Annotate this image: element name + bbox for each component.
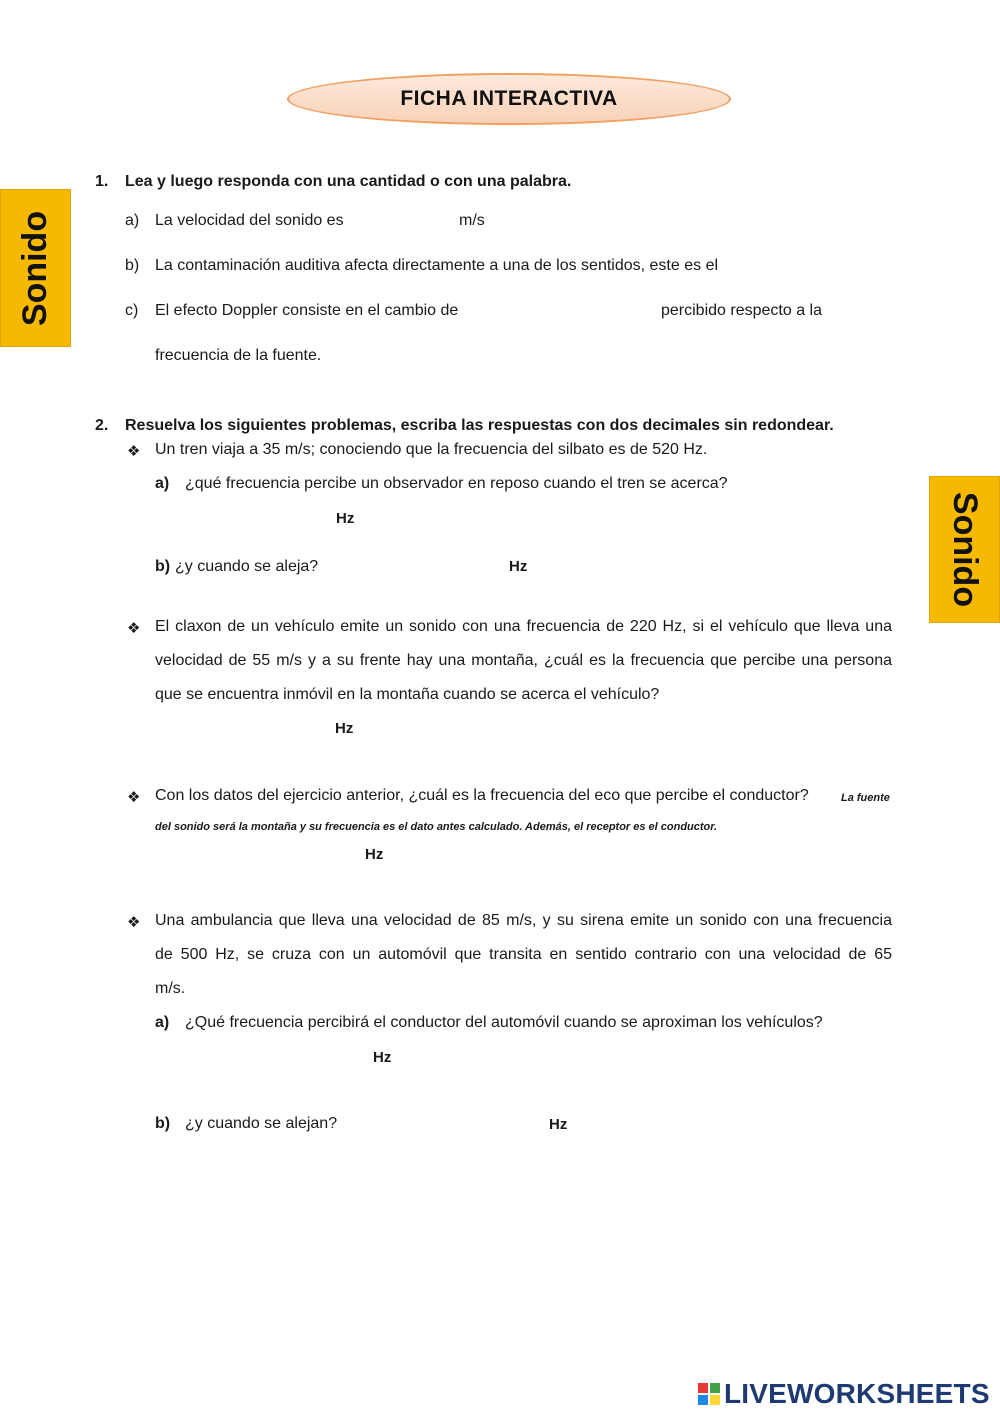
side-tab-right-label: Sonido [946, 491, 985, 608]
q1-heading: Lea y luego responda con una cantidad o con una palabra. [125, 173, 572, 190]
q1c-text-line2: frecuencia de la fuente. [155, 347, 322, 364]
q1a-answer-input[interactable] [354, 208, 458, 234]
liveworksheets-logo-icon [698, 1383, 720, 1405]
p2-line1: El claxon de un vehículo emite un sonido con una frecuencia de 220 Hz, si el vehículo que lleva una [155, 618, 892, 635]
p4b-letter: b) [155, 1115, 171, 1132]
p1a-unit: Hz [336, 510, 355, 527]
p2-line3: que se encuentra inmóvil en la montaña cuando se acerca el vehículo? [155, 686, 660, 703]
side-tab-left [0, 189, 71, 347]
p4a-text: ¿Qué frecuencia percibirá el conductor del automóvil cuando se aproximan los vehículos? [185, 1014, 823, 1031]
side-tab-right [929, 476, 1000, 623]
q1b-text: La contaminación auditiva afecta directamente a una de los sentidos, este es el [155, 257, 719, 274]
p1a-letter: a) [155, 475, 170, 492]
q2-number: 2. [95, 417, 109, 434]
p3-note-part1: La fuente [841, 792, 890, 804]
q1c-letter: c) [125, 302, 139, 319]
p1a-text: ¿qué frecuencia percibe un observador en reposo cuando el tren se acerca? [185, 475, 728, 492]
q1c-text-after: percibido respecto a la [661, 302, 822, 319]
p4b-unit: Hz [549, 1116, 568, 1133]
side-tab-left-label: Sonido [16, 210, 55, 326]
p3-note-part2: del sonido será la montaña y su frecuencia es el dato antes calculado. Además, el receptor es el conductor. [155, 821, 718, 833]
p3-unit: Hz [365, 846, 384, 863]
bullet-icon: ❖ [127, 914, 141, 931]
p4a-unit: Hz [373, 1049, 392, 1066]
q1a-unit: m/s [459, 212, 485, 229]
p1b-text: ¿y cuando se aleja? [175, 558, 319, 575]
p1b-unit: Hz [509, 558, 528, 575]
p1a-answer-input[interactable] [185, 507, 334, 533]
p4a-answer-input[interactable] [185, 1045, 372, 1071]
q1b-letter: b) [125, 257, 140, 274]
p3-text: Con los datos del ejercicio anterior, ¿cuál es la frecuencia del eco que percibe el conductor? [155, 787, 809, 804]
p4-line3: m/s. [155, 980, 186, 997]
p4b-answer-input[interactable] [355, 1111, 544, 1137]
p4a-letter: a) [155, 1014, 170, 1031]
p3-answer-input[interactable] [185, 842, 364, 868]
q1-number: 1. [95, 173, 109, 190]
liveworksheets-logo [698, 1378, 990, 1410]
bullet-icon: ❖ [127, 443, 141, 460]
q1b-answer-input[interactable] [752, 253, 886, 279]
p4-line2: de 500 Hz, se cruza con un automóvil que transita en sentido contrario con una velocidad de 65 [155, 946, 892, 963]
q1a-text: La velocidad del sonido es [155, 212, 344, 229]
p2-unit: Hz [335, 720, 354, 737]
q2-heading: Resuelva los siguientes problemas, escriba las respuestas con dos decimales sin redondear. [125, 417, 834, 434]
bullet-icon: ❖ [127, 789, 141, 806]
p2-answer-input[interactable] [185, 716, 334, 742]
bullet-icon: ❖ [127, 620, 141, 637]
liveworksheets-logo-text: LIVEWORKSHEETS [724, 1378, 990, 1409]
q1c-answer-input[interactable] [478, 298, 660, 324]
p1b-answer-input[interactable] [330, 554, 506, 580]
p2-line2: velocidad de 55 m/s y a su frente hay una montaña, ¿cuál es la frecuencia que percibe una persona [155, 652, 892, 669]
q1a-letter: a) [125, 212, 140, 229]
title-banner [287, 73, 731, 125]
p4b-text: ¿y cuando se alejan? [185, 1115, 338, 1132]
p1b-letter: b) [155, 558, 171, 575]
q1c-text: El efecto Doppler consiste en el cambio de [155, 302, 459, 319]
page-title: FICHA INTERACTIVA [400, 87, 618, 110]
p4-line1: Una ambulancia que lleva una velocidad de 85 m/s, y su sirena emite un sonido con una frecuencia [155, 912, 892, 929]
p1-text: Un tren viaja a 35 m/s; conociendo que la frecuencia del silbato es de 520 Hz. [155, 441, 708, 458]
